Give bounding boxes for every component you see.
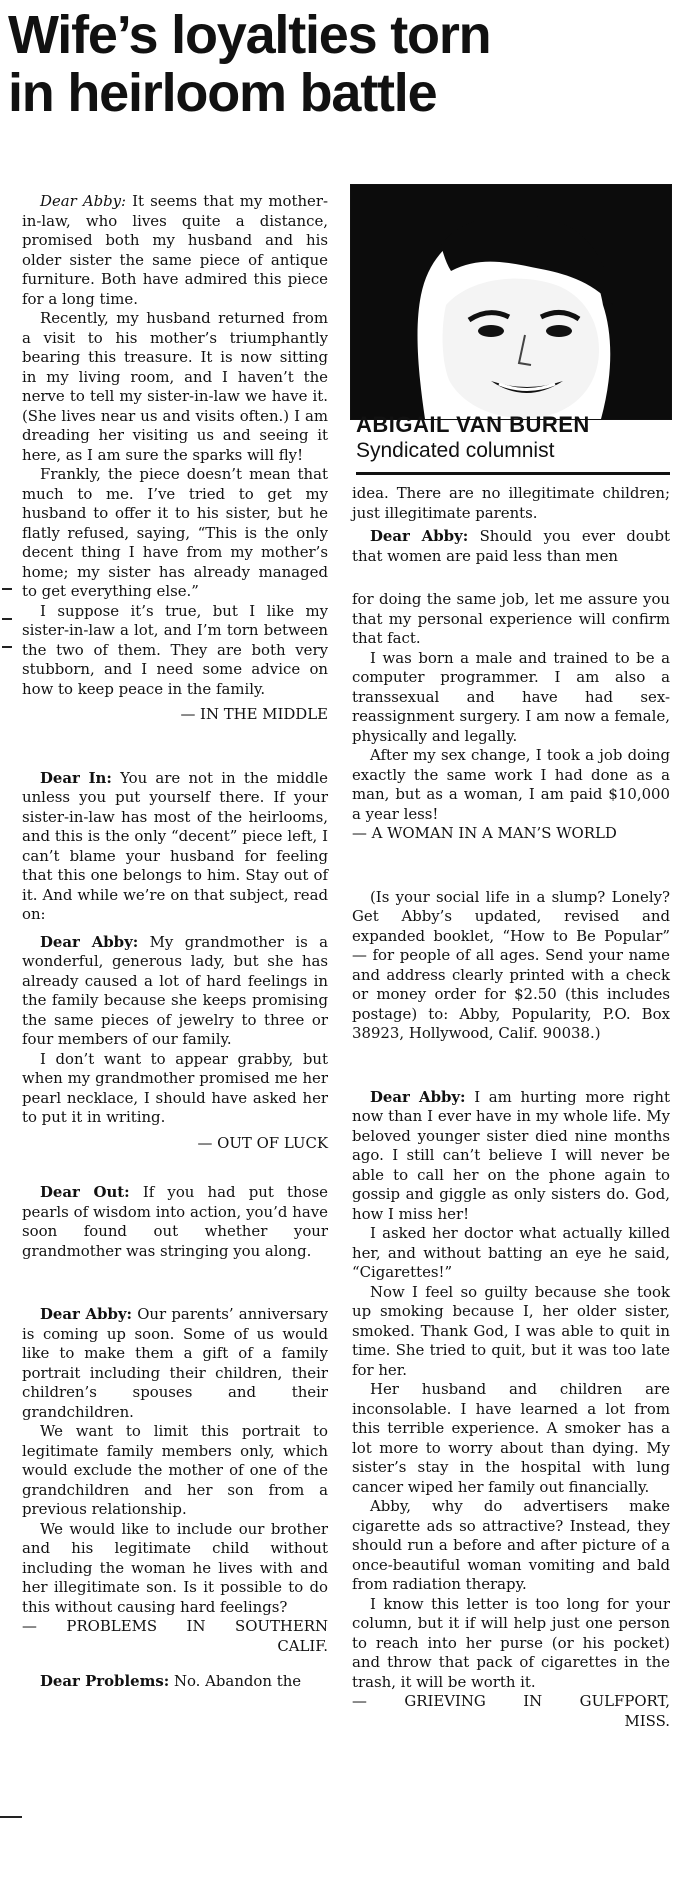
letter-paragraph: for doing the same job, let me assure you that my personal experience will confirm that fact.: [352, 590, 670, 647]
reply-continued: idea. There are no illegitimate children; just illegitimate parents.: [352, 484, 670, 522]
letter-paragraph: I suppose it’s true, but I like my sister-in-law a lot, and I’m torn between the two of them. They are both very stubborn, and I need some advice on how to keep peace in the family.: [22, 601, 328, 698]
letter-paragraph: [22, 192, 328, 309]
signature: — PROBLEMS IN SOUTHERN: [22, 1617, 328, 1635]
letter-paragraph: We want to limit this portrait to legitimate family members only, which would exclude the mother of one of the grandchildren and her son from a previous relationship.: [22, 1422, 328, 1518]
paragraph-text: I am hurting more right now than I ever have in my whole life. My beloved younger sister died nine months ago. I still can’t believe I will never be able to call her on the phone again to gossip and giggle as only sisters do. God, how I miss her!: [352, 1087, 671, 1223]
margin-mark: [0, 1816, 22, 1818]
letter-paragraph: I asked her doctor what actually killed her, and without batting an eye he said, “Cigarettes!”: [352, 1224, 670, 1281]
byline-rule: [356, 472, 670, 475]
letter-paragraph: I know this letter is too long for your column, but it if will help just one person to reach into her purse (or his pocket) and throw that pack of cigarettes in the trash, it will be worth it.: [352, 1594, 670, 1691]
letter-paragraph: Now I feel so guilty because she took up smoking because I, her older sister, smoked. Thank God, I was able to quit in time. She tried to quit, but it was too late for her.: [352, 1282, 670, 1379]
margin-mark: [2, 618, 12, 620]
columnist-role: Syndicated columnist: [356, 439, 555, 462]
promo-paragraph: (Is your social life in a slump? Lonely? Get Abby’s updated, revised and expanded booklet, “How to Be Popular” — for people of all ages. Send your name and address clearly printed with a check or money order for $2.50 (this includes postage) to: Abby, Popularity, P.O. Box 38923, Hollywood, Calif. 90038.): [352, 887, 670, 1042]
salutation: Dear Problems:: [40, 1672, 170, 1690]
letter-paragraph: I was born a male and trained to be a computer programmer. I am also a transsexual and have had sex-reassignment surgery. I am now a female, physically and legally.: [352, 648, 670, 745]
reply-paragraph: [22, 769, 328, 925]
letter-paragraph: [352, 527, 670, 566]
paragraph-text: You are not in the middle unless you put yourself there. If your sister-in-law has most of the heirlooms, and this is the only “decent” piece left, I can’t blame your husband for feeling that this one belongs to him. Stay out of it. And while we’re on that subject, read on:: [22, 768, 328, 923]
paragraph-text: If you had put those pearls of wisdom into action, you’d have soon found out whether your grandmother was stringing you along.: [22, 1183, 328, 1260]
salutation: Dear In:: [40, 768, 112, 787]
salutation: Dear Abby:: [40, 192, 127, 210]
paragraph-text: Should you ever doubt that women are paid less than men: [352, 527, 670, 565]
byline: [356, 412, 668, 464]
signature: — IN THE MIDDLE: [180, 705, 328, 723]
left-column: [22, 178, 328, 1692]
margin-mark: [2, 646, 12, 648]
letter-paragraph: Abby, why do advertisers make cigarette ads so attractive? Instead, they should run a before and after picture of a once-beautiful woman vomiting and bald from radiation therapy.: [352, 1497, 670, 1593]
signature: — OUT OF LUCK: [197, 1133, 328, 1152]
headline: [8, 6, 684, 122]
signature-continued: CALIF.: [277, 1636, 328, 1655]
paragraph-text: No. Abandon the: [169, 1672, 302, 1690]
paragraph-text: It seems that my mother-in-law, who lives quite a distance, promised both my husband and his older sister the same piece of antique furniture. Both have admired this piece for a long time.: [22, 192, 329, 308]
salutation: Dear Abby:: [370, 1087, 466, 1106]
columnist-portrait-icon: [351, 185, 671, 419]
salutation: Dear Abby:: [370, 527, 469, 545]
salutation: Dear Abby:: [40, 932, 139, 951]
headline-line-2: in heirloom battle: [8, 63, 437, 123]
columnist-photo: [350, 184, 672, 420]
salutation: Dear Abby:: [40, 1305, 133, 1323]
letter-paragraph: Recently, my husband returned from a visit to his mother’s triumphantly bearing this treasure. It is now sitting in my living room, and I haven’t the nerve to tell my sister-in-law we have it. (She lives near us and visits often.) I am dreading her visiting us and seeing it here, as I am sure the sparks will fly!: [22, 309, 328, 464]
letter-paragraph: Frankly, the piece doesn’t mean that much to me. I’ve tried to get my husband to offer it to his sister, but he flatly refused, saying, “This is the only decent thing I have from my mother’s home; my sister has already managed to get everything else.”: [22, 465, 328, 600]
signature: — GRIEVING IN GULFPORT,: [352, 1692, 670, 1710]
reply-paragraph: [22, 1672, 328, 1692]
salutation: Dear Out:: [40, 1183, 130, 1201]
letter-paragraph: [22, 1305, 328, 1422]
letter-paragraph: [352, 1088, 670, 1225]
letter-paragraph: Her husband and children are inconsolable. I have learned a lot from this terrible experience. A smoker has a lot more to worry about than dying. My sister’s stay in the hospital with lung cancer wiped her family out financially.: [352, 1380, 670, 1496]
columnist-name: ABIGAIL VAN BUREN: [356, 412, 590, 437]
paragraph-text: My grandmother is a wonderful, generous lady, but she has already caused a lot of hard feelings in the family because she keeps promising the same pieces of jewelry to three or four members of our family.: [22, 932, 328, 1048]
signature: — A WOMAN IN A MAN’S WORLD: [352, 824, 617, 842]
letter-paragraph: [22, 933, 328, 1050]
right-column: [352, 484, 670, 1731]
margin-mark: [2, 588, 12, 590]
letter-paragraph: After my sex change, I took a job doing exactly the same work I had done as a man, but as a woman, I am paid $10,000 a year less!: [352, 746, 670, 823]
letter-paragraph: We would like to include our brother and his legitimate child without including the woman he lives with and her illegitimate son. Is it possible to do this without causing hard feelings?: [22, 1519, 328, 1616]
signature-continued: MISS.: [624, 1711, 670, 1730]
letter-paragraph: I don’t want to appear grabby, but when my grandmother promised me her pearl necklace, I should have asked her to put it in writing.: [22, 1049, 328, 1126]
paragraph-text: Our parents’ anniversary is coming up soon. Some of us would like to make them a gift of a family portrait including their children, their children’s spouses and their grandchildren.: [22, 1305, 329, 1421]
reply-paragraph: [22, 1183, 328, 1261]
headline-line-1: Wife’s loyalties torn: [8, 5, 491, 65]
